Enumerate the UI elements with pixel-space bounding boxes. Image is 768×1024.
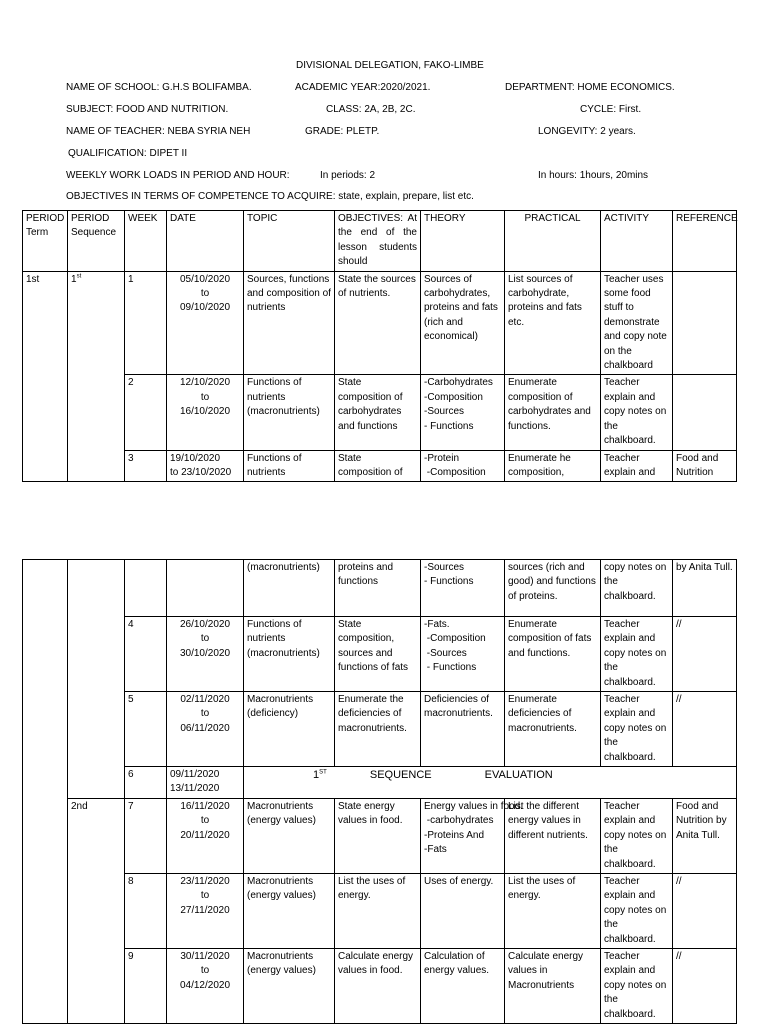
topic-cell: Sources, functions and composition of nutrients xyxy=(244,271,335,375)
header-period-sequence: PERIOD Sequence xyxy=(68,211,125,272)
scheme-table-part-1 xyxy=(22,210,737,482)
table-row xyxy=(23,873,737,948)
table-row xyxy=(23,798,737,873)
practical-cell: sources (rich and good) and functions of proteins. xyxy=(505,560,601,617)
header-period-term: PERIOD Term xyxy=(23,211,68,272)
term-cell: 1st xyxy=(23,271,68,482)
objectives-cell: Calculate energy values in food. xyxy=(335,948,421,1023)
practical-cell: Enumerate composition of carbohydrates and functions. xyxy=(505,375,601,450)
topic-cell: Functions of nutrients (macronutrients) xyxy=(244,375,335,450)
table-row xyxy=(23,617,737,692)
topic-cell: Macronutrients (deficiency) xyxy=(244,692,335,767)
reference-cell: Food and Nutrition by Anita Tull. xyxy=(673,798,737,873)
objectives-statement: OBJECTIVES IN TERMS OF COMPETENCE TO ACQUIRE: state, explain, prepare, list etc. xyxy=(66,191,474,202)
activity-cell: copy notes on the chalkboard. xyxy=(601,560,673,617)
objectives-cell: State the sources of nutrients. xyxy=(335,271,421,375)
week-cell: 3 xyxy=(125,450,167,482)
activity-cell: Teacher explain and copy notes on the chalkboard. xyxy=(601,948,673,1023)
header-week: WEEK xyxy=(125,211,167,272)
reference-cell: Food and Nutrition xyxy=(673,450,737,482)
header-activity: ACTIVITY xyxy=(601,211,673,272)
department: DEPARTMENT: HOME ECONOMICS. xyxy=(505,82,675,93)
reference-cell: by Anita Tull. xyxy=(673,560,737,617)
school-name: NAME OF SCHOOL: G.H.S BOLIFAMBA. xyxy=(66,82,252,93)
date-cell: 26/10/2020 to 30/10/2020 xyxy=(167,617,244,692)
class-list: CLASS: 2A, 2B, 2C. xyxy=(326,104,416,115)
theory-cell: -Fats. -Composition -Sources - Functions xyxy=(421,617,505,692)
activity-cell: Teacher explain and copy notes on the chalkboard. xyxy=(601,692,673,767)
sequence-cell xyxy=(68,560,125,799)
evaluation-word: EVALUATION xyxy=(484,769,553,782)
subject: SUBJECT: FOOD AND NUTRITION. xyxy=(66,104,229,115)
week-cell xyxy=(125,560,167,617)
practical-cell: List sources of carbohydrate, proteins and fats etc. xyxy=(505,271,601,375)
evaluation-row xyxy=(23,767,737,799)
week-cell: 9 xyxy=(125,948,167,1023)
theory-cell: Uses of energy. xyxy=(421,873,505,948)
objectives-cell: State energy values in food. xyxy=(335,798,421,873)
date-cell: 05/10/2020 to 09/10/2020 xyxy=(167,271,244,375)
date-cell: 09/11/2020 13/11/2020 xyxy=(167,767,244,799)
sequence-evaluation-cell xyxy=(244,767,737,799)
date-cell: 19/10/2020 to 23/10/2020 xyxy=(167,450,244,482)
qualification: QUALIFICATION: DIPET II xyxy=(68,148,188,159)
reference-cell: // xyxy=(673,692,737,767)
academic-year: ACADEMIC YEAR:2020/2021. xyxy=(295,82,431,93)
date-cell: 12/10/2020 to 16/10/2020 xyxy=(167,375,244,450)
objectives-cell: Enumerate the deficiencies of macronutrients. xyxy=(335,692,421,767)
theory-cell: -Protein -Composition xyxy=(421,450,505,482)
week-cell: 1 xyxy=(125,271,167,375)
reference-cell: // xyxy=(673,617,737,692)
practical-cell: List the different energy values in different nutrients. xyxy=(505,798,601,873)
table-row xyxy=(23,375,737,450)
date-cell: 30/11/2020 to 04/12/2020 xyxy=(167,948,244,1023)
header-reference: REFERENCE xyxy=(673,211,737,272)
week-cell: 7 xyxy=(125,798,167,873)
table-row xyxy=(23,692,737,767)
week-cell: 4 xyxy=(125,617,167,692)
objectives-cell: proteins and functions xyxy=(335,560,421,617)
objectives-cell: State composition of xyxy=(335,450,421,482)
table-row xyxy=(23,450,737,482)
objectives-cell: State composition of carbohydrates and functions xyxy=(335,375,421,450)
activity-cell: Teacher explain and copy notes on the chalkboard. xyxy=(601,375,673,450)
header-objectives: OBJECTIVES: At the end of the lesson students should xyxy=(335,211,421,272)
teacher-name: NAME OF TEACHER: NEBA SYRIA NEH xyxy=(66,126,251,137)
scheme-table-part-2 xyxy=(22,559,737,1024)
date-cell xyxy=(167,560,244,617)
topic-cell: Functions of nutrients xyxy=(244,450,335,482)
week-cell: 6 xyxy=(125,767,167,799)
topic-cell: Macronutrients (energy values) xyxy=(244,798,335,873)
table-row xyxy=(23,271,737,375)
workload: WEEKLY WORK LOADS IN PERIOD AND HOUR: xyxy=(66,170,290,181)
activity-cell: Teacher explain and copy notes on the chalkboard. xyxy=(601,873,673,948)
theory-cell: Calculation of energy values. xyxy=(421,948,505,1023)
activity-cell: Teacher explain and copy notes on the chalkboard. xyxy=(601,617,673,692)
hours-per-week: In hours: 1hours, 20mins xyxy=(538,170,649,181)
date-cell: 23/11/2020 to 27/11/2020 xyxy=(167,873,244,948)
longevity: LONGEVITY: 2 years. xyxy=(538,126,636,137)
theory-cell: Deficiencies of macronutrients. xyxy=(421,692,505,767)
sequence-ordinal: st xyxy=(76,273,82,280)
reference-cell: // xyxy=(673,873,737,948)
practical-cell: Calculate energy values in Macronutrients xyxy=(505,948,601,1023)
table-row xyxy=(23,948,737,1023)
date-cell: 02/11/2020 to 06/11/2020 xyxy=(167,692,244,767)
term-cell xyxy=(23,560,68,1024)
reference-cell: // xyxy=(673,948,737,1023)
header-theory: THEORY xyxy=(421,211,505,272)
cycle: CYCLE: First. xyxy=(580,104,642,115)
grade: GRADE: PLETP. xyxy=(305,126,380,137)
week-cell: 2 xyxy=(125,375,167,450)
sequence-number: 1 xyxy=(71,273,77,285)
theory-cell: -Sources - Functions xyxy=(421,560,505,617)
document-title: DIVISIONAL DELEGATION, FAKO-LIMBE xyxy=(296,60,484,71)
activity-cell: Teacher explain and xyxy=(601,450,673,482)
topic-cell: Functions of nutrients (macronutrients) xyxy=(244,617,335,692)
sequence-cell: 2nd xyxy=(68,798,125,1023)
header-topic: TOPIC xyxy=(244,211,335,272)
practical-cell: Enumerate he composition, xyxy=(505,450,601,482)
evaluation-ordinal: ST xyxy=(319,769,327,776)
practical-cell: Enumerate composition of fats and functions. xyxy=(505,617,601,692)
topic-cell: (macronutrients) xyxy=(244,560,335,617)
reference-cell xyxy=(673,375,737,450)
objectives-cell: State composition, sources and functions of fats xyxy=(335,617,421,692)
topic-cell: Macronutrients (energy values) xyxy=(244,873,335,948)
theory-cell: Sources of carbohydrates, proteins and fats (rich and economical) xyxy=(421,271,505,375)
header-practical: PRACTICAL xyxy=(505,211,601,272)
theory-cell: -Carbohydrates -Composition -Sources - Functions xyxy=(421,375,505,450)
activity-cell: Teacher explain and copy notes on the chalkboard. xyxy=(601,798,673,873)
table-header-row xyxy=(23,211,737,272)
activity-cell: Teacher uses some food stuff to demonstrate and copy note on the chalkboard xyxy=(601,271,673,375)
week-cell: 5 xyxy=(125,692,167,767)
date-cell: 16/11/2020 to 20/11/2020 xyxy=(167,798,244,873)
week-cell: 8 xyxy=(125,873,167,948)
header-date: DATE xyxy=(167,211,244,272)
reference-cell xyxy=(673,271,737,375)
theory-cell: Energy values in food. -carbohydrates -Proteins And -Fats xyxy=(421,798,505,873)
table-row xyxy=(23,560,737,617)
sequence-cell xyxy=(68,271,125,482)
practical-cell: List the uses of energy. xyxy=(505,873,601,948)
evaluation-sequence-word: SEQUENCE xyxy=(369,769,432,782)
topic-cell: Macronutrients (energy values) xyxy=(244,948,335,1023)
objectives-cell: List the uses of energy. xyxy=(335,873,421,948)
periods-per-week: In periods: 2 xyxy=(320,170,376,181)
evaluation-number: 1 xyxy=(313,769,320,782)
practical-cell: Enumerate deficiencies of macronutrients. xyxy=(505,692,601,767)
